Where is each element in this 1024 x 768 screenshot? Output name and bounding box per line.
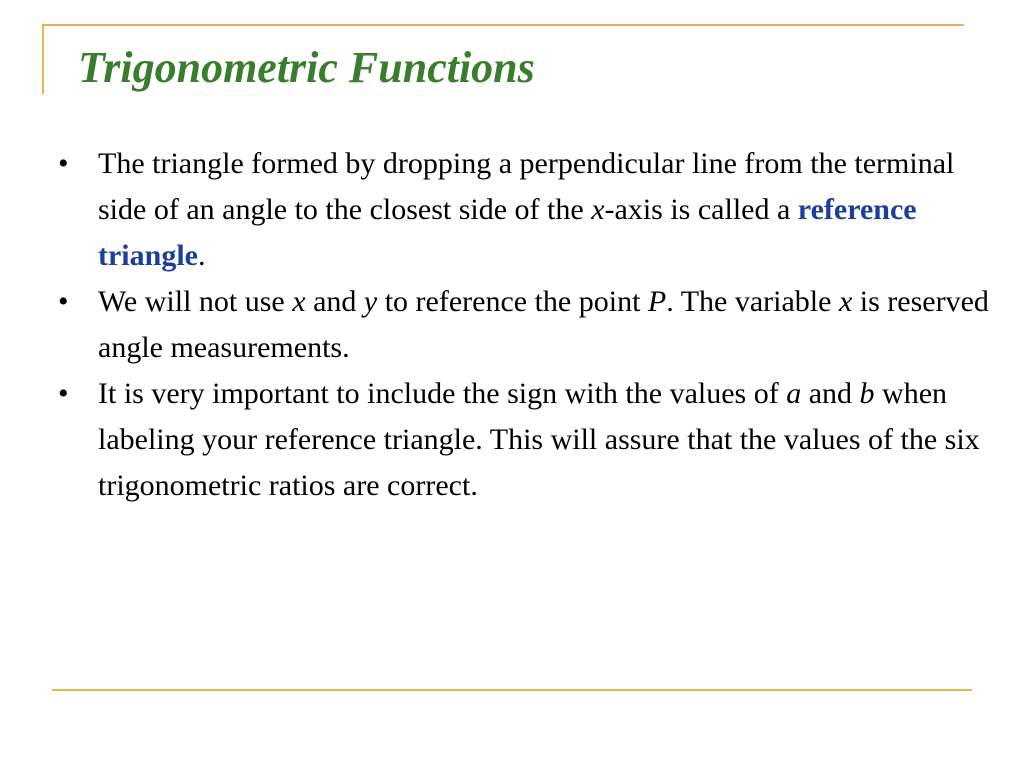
frame-top-line — [42, 24, 964, 26]
bullet-icon: • — [58, 285, 69, 318]
bullet-item-3 — [52, 371, 1002, 509]
variable-x: x — [838, 285, 853, 318]
variable-x: x — [292, 285, 306, 318]
variable-x: x — [591, 193, 605, 226]
bullet-icon: • — [58, 377, 69, 410]
variable-p: P — [647, 285, 667, 318]
bullet-item-1 — [52, 141, 1002, 279]
bullet-icon: • — [58, 147, 69, 180]
frame-bottom-line — [52, 689, 972, 691]
bullet-item-2 — [52, 279, 1002, 371]
variable-a: a — [786, 377, 802, 410]
slide-title: Trigonometric Functions — [78, 43, 535, 92]
bullet-2-text: We will not use x and y to reference the point P. The variable x is reserved angle measurements. — [98, 285, 989, 364]
variable-b: b — [859, 377, 875, 410]
frame-left-line — [42, 24, 44, 94]
variable-y: y — [363, 285, 378, 318]
bullet-1-text: The triangle formed by dropping a perpendicular line from the terminal side of an angle to the closest side of the x-axis is called a reference triangle. — [98, 147, 955, 272]
bullet-3-text: It is very important to include the sign with the values of a and b when labeling your reference triangle. This will assure that the values of the six trigonometric ratios are correct. — [98, 377, 980, 502]
key-term-reference-triangle: reference triangle — [98, 193, 917, 272]
bullet-list — [52, 141, 1002, 509]
